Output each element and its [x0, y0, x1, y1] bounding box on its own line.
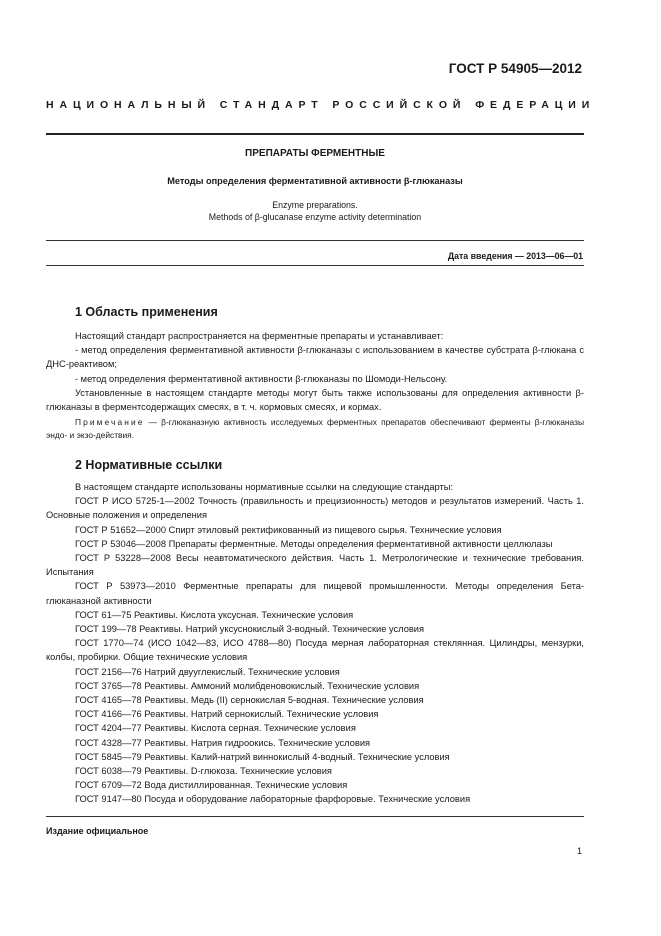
scope-note [46, 416, 584, 442]
reference-item [46, 792, 584, 806]
reference-item [46, 693, 584, 707]
title-divider [46, 240, 584, 241]
document-title: ПРЕПАРАТЫ ФЕРМЕНТНЫЕ [245, 148, 385, 159]
reference-code: ГОСТ Р 53228—2008 [75, 553, 171, 564]
introduction-date: Дата введения — 2013—06—01 [447, 251, 583, 261]
reference-title: Препараты ферментные. Методы определения ферментативной активности целлюлазы [166, 538, 553, 549]
reference-item [46, 707, 584, 721]
reference-item [46, 636, 584, 664]
normative-references-list [46, 480, 584, 807]
reference-title: Реактивы. D-глюкоза. Технические условия [141, 766, 332, 777]
reference-code: ГОСТ Р 51652—2000 [75, 524, 167, 535]
reference-code: ГОСТ 4166—76 [75, 709, 142, 720]
section-1-body [46, 329, 584, 414]
gost-number: ГОСТ Р 54905—2012 [448, 61, 582, 76]
reference-item [46, 721, 584, 735]
reference-code: ГОСТ 4328—77 [75, 737, 142, 748]
date-divider [46, 265, 584, 266]
reference-code: ГОСТ 1770—74 [75, 638, 144, 649]
reference-item [46, 579, 584, 607]
reference-item [46, 736, 584, 750]
reference-title: Реактивы. Кислота уксусная. Технические условия [131, 609, 354, 620]
reference-title: Натрий двууглекислый. Технические условия [141, 666, 340, 677]
reference-code: ГОСТ Р 53046—2008 [75, 538, 167, 549]
english-title-line-2: Methods of β-glucanase enzyme activity determination [208, 212, 422, 222]
footer-divider [46, 816, 584, 817]
header-divider [46, 133, 584, 135]
reference-code: ГОСТ 5845—79 [75, 751, 142, 762]
english-title-line-1: Enzyme preparations. [272, 200, 358, 210]
reference-code: ГОСТ Р ИСО 5725-1—2002 [75, 496, 195, 507]
scope-method-1: - метод определения ферментативной активности β-глюканазы с использованием в качестве субстрата β-глюкана с ДНС-реактивом; [46, 345, 584, 370]
reference-title: Реактивы. Калий-натрий виннокислый 4-водный. Технические условия [141, 751, 450, 762]
reference-code: ГОСТ 3765—78 [75, 680, 142, 691]
reference-code: ГОСТ 2156—76 [75, 666, 142, 677]
reference-title: Реактивы. Аммоний молибденовокислый. Технические условия [141, 680, 420, 691]
note-label: Примечание [75, 417, 145, 427]
references-intro: В настоящем стандарте использованы нормативные ссылки на следующие стандарты: [75, 482, 454, 492]
reference-title: Ферментные препараты для пищевой промышленности. Методы определения Бета-глюканазной активности [46, 581, 584, 606]
reference-item [46, 537, 584, 551]
scope-paragraph: Настоящий стандарт распространяется на ферментные препараты и устанавливает: [75, 331, 444, 341]
national-standard-title: НАЦИОНАЛЬНЫЙ СТАНДАРТ РОССИЙСКОЙ ФЕДЕРАЦИИ [46, 99, 596, 111]
reference-item [46, 778, 584, 792]
reference-item [46, 764, 584, 778]
reference-item [46, 608, 584, 622]
reference-code: ГОСТ 4204—77 [75, 723, 142, 734]
reference-code: ГОСТ 9147—80 [75, 794, 142, 805]
reference-title: Реактивы. Натрий уксуснокислый 3-водный. Технические условия [136, 624, 425, 635]
reference-item [46, 494, 584, 522]
scope-applicability: Установленные в настоящем стандарте методы могут быть также использованы для определения активности β-глюканазы в ферментсодержащих смесях, в т. ч. кормовых смесях, и кормах. [46, 387, 584, 413]
reference-item [46, 750, 584, 764]
reference-code: ГОСТ 199—78 [75, 624, 137, 635]
reference-item [46, 551, 584, 579]
reference-title: Реактивы. Натрия гидроокись. Технические условия [141, 737, 371, 748]
document-subtitle: Методы определения ферментативной активности β-глюканазы [167, 176, 463, 186]
reference-code: ГОСТ 4165—78 [75, 695, 142, 706]
reference-item [46, 665, 584, 679]
reference-item [46, 622, 584, 636]
reference-item [46, 679, 584, 693]
reference-code: ГОСТ Р 53973—2010 [75, 581, 176, 592]
note-text: — β-глюканазную активность исследуемых ферментных препаратов обеспечивают ферменты β-глюканазы эндо- и экзо-действия. [46, 417, 584, 440]
reference-title: Реактивы. Натрий сернокислый. Технические условия [141, 709, 379, 720]
reference-code: ГОСТ 61—75 [75, 609, 132, 620]
scope-method-2: - метод определения ферментативной активности β-глюканазы по Шомоди-Нельсону. [75, 373, 448, 384]
reference-code: ГОСТ 6709—72 [75, 780, 142, 791]
reference-title: Точность (правильность и прецизионность) методов и результатов измерений. Часть 1. Основные положения и определения [46, 496, 584, 521]
reference-title: Реактивы. Медь (II) сернокислая 5-водная. Технические условия [141, 695, 424, 706]
reference-title: Посуда и оборудование лабораторные фарфоровые. Технические условия [141, 794, 471, 805]
page-number: 1 [576, 846, 582, 856]
reference-title: Вода дистиллированная. Технические условия [141, 780, 348, 791]
section-1-heading: 1 Область применения [75, 305, 218, 319]
reference-title: Весы неавтоматического действия. Часть 1. Метрологические и технические требования. Испытания [46, 553, 585, 578]
reference-item [46, 523, 584, 537]
section-2-heading: 2 Нормативные ссылки [75, 458, 223, 472]
official-edition-label: Издание официальное [46, 826, 149, 836]
reference-title: (ИСО 1042—83, ИСО 4788—80) Посуда мерная лабораторная стеклянная. Цилиндры, мензурки, колбы, пробирки. Общие технические условия [46, 638, 584, 663]
reference-title: Реактивы. Кислота серная. Технические условия [141, 723, 356, 734]
reference-title: Спирт этиловый ректификованный из пищевого сырья. Технические условия [166, 524, 502, 535]
reference-code: ГОСТ 6038—79 [75, 766, 142, 777]
